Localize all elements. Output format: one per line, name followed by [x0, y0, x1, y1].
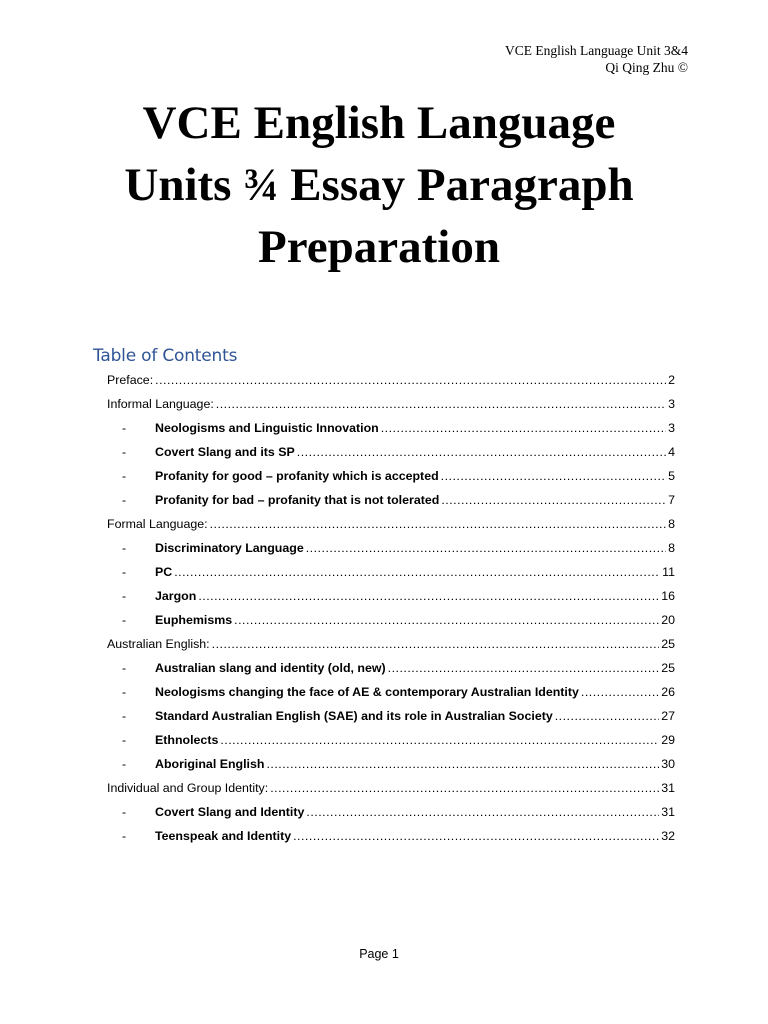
toc-leader-dots: [381, 420, 666, 436]
toc-bullet: -: [122, 613, 127, 627]
toc-page-number: 29: [661, 733, 675, 747]
toc-bullet: -: [122, 565, 127, 579]
toc-leader-dots: [388, 660, 660, 676]
toc-bullet: -: [122, 421, 127, 435]
header-course: VCE English Language Unit 3&4: [505, 43, 688, 58]
toc-entry[interactable]: [107, 516, 675, 540]
toc-entry-text: Aboriginal English: [155, 757, 265, 771]
title-line-2: Units ¾ Essay Paragraph: [124, 159, 634, 211]
toc-entry-text: Informal Language:: [107, 397, 214, 411]
toc-subentry[interactable]: [107, 804, 675, 828]
toc-page-number: 8: [668, 517, 675, 531]
toc-entry[interactable]: [107, 636, 675, 660]
toc-leader-dots: [441, 492, 666, 508]
toc-page-number: 3: [668, 421, 675, 435]
title-line-3: Preparation: [258, 221, 500, 273]
toc-entry-text: Australian slang and identity (old, new): [155, 661, 386, 675]
toc-entry-text: Australian English:: [107, 637, 210, 651]
toc-entry-text: Ethnolects: [155, 733, 219, 747]
toc-entry-text: Individual and Group Identity:: [107, 781, 269, 795]
toc-bullet: -: [122, 805, 127, 819]
toc-entry-text: Covert Slang and Identity: [155, 805, 305, 819]
toc-leader-dots: [270, 780, 659, 796]
toc-entry-text: PC: [155, 565, 173, 579]
toc-entry[interactable]: [107, 780, 675, 804]
toc-page-number: 25: [661, 661, 675, 675]
toc-bullet: -: [122, 445, 127, 459]
toc-entry-text: Teenspeak and Identity: [155, 829, 292, 843]
toc-subentry[interactable]: [107, 732, 675, 756]
toc-page-number: 30: [661, 757, 675, 771]
toc-subentry[interactable]: [107, 660, 675, 684]
toc-bullet: -: [122, 493, 127, 507]
toc-leader-dots: [297, 444, 666, 460]
toc-leader-dots: [293, 828, 659, 844]
table-of-contents: [107, 372, 675, 852]
toc-page-number: 26: [661, 685, 675, 699]
page-number: Page 1: [359, 947, 399, 961]
toc-page-number: 4: [668, 445, 675, 459]
title-line-1: VCE English Language: [142, 97, 616, 149]
toc-entry-text: Formal Language:: [107, 517, 208, 531]
toc-subentry[interactable]: [107, 588, 675, 612]
toc-leader-dots: [212, 636, 660, 652]
document-title: [50, 92, 708, 278]
toc-subentry[interactable]: [107, 828, 675, 852]
toc-page-number: 2: [668, 373, 675, 387]
toc-page-number: 32: [661, 829, 675, 843]
toc-entry[interactable]: [107, 372, 675, 396]
toc-leader-dots: [306, 804, 659, 820]
toc-leader-dots: [581, 684, 659, 700]
toc-leader-dots: [306, 540, 666, 556]
toc-page-number: 16: [661, 589, 675, 603]
toc-bullet: -: [122, 589, 127, 603]
toc-page-number: 20: [661, 613, 675, 627]
toc-page-number: 7: [668, 493, 675, 507]
toc-subentry[interactable]: [107, 468, 675, 492]
toc-page-number: 31: [661, 781, 675, 795]
toc-page-number: 25: [661, 637, 675, 651]
toc-leader-dots: [555, 708, 659, 724]
toc-leader-dots: [266, 756, 659, 772]
toc-page-number: 31: [661, 805, 675, 819]
toc-bullet: -: [122, 469, 127, 483]
toc-entry-text: Jargon: [155, 589, 197, 603]
toc-subentry[interactable]: [107, 684, 675, 708]
toc-entry-text: Covert Slang and its SP: [155, 445, 295, 459]
toc-entry-text: Discriminatory Language: [155, 541, 304, 555]
toc-subentry[interactable]: [107, 444, 675, 468]
toc-leader-dots: [441, 468, 666, 484]
toc-subentry[interactable]: [107, 492, 675, 516]
toc-leader-dots: [198, 588, 659, 604]
toc-bullet: -: [122, 541, 127, 555]
toc-subentry[interactable]: [107, 540, 675, 564]
toc-bullet: -: [122, 757, 127, 771]
toc-subentry[interactable]: [107, 612, 675, 636]
toc-entry-text: Neologisms and Linguistic Innovation: [155, 421, 379, 435]
toc-entry-text: Profanity for bad – profanity that is not tolerated: [155, 493, 440, 507]
toc-page-number: 27: [661, 709, 675, 723]
toc-leader-dots: [210, 516, 667, 532]
toc-heading: Table of Contents: [93, 346, 238, 366]
toc-page-number: 8: [668, 541, 675, 555]
toc-bullet: -: [122, 661, 127, 675]
header-author: Qi Qing Zhu ©: [605, 60, 688, 75]
toc-entry-text: Euphemisms: [155, 613, 233, 627]
toc-entry-text: Standard Australian English (SAE) and its role in Australian Society: [155, 709, 553, 723]
toc-bullet: -: [122, 709, 127, 723]
toc-entry-text: Preface:: [107, 373, 154, 387]
toc-entry[interactable]: [107, 396, 675, 420]
toc-leader-dots: [155, 372, 666, 388]
toc-leader-dots: [174, 564, 660, 580]
toc-page-number: 11: [662, 565, 675, 579]
toc-subentry[interactable]: [107, 564, 675, 588]
toc-leader-dots: [234, 612, 659, 628]
toc-bullet: -: [122, 829, 127, 843]
toc-leader-dots: [216, 396, 666, 412]
toc-entry-text: Profanity for good – profanity which is accepted: [155, 469, 439, 483]
toc-page-number: 3: [668, 397, 675, 411]
toc-subentry[interactable]: [107, 756, 675, 780]
toc-subentry[interactable]: [107, 708, 675, 732]
toc-bullet: -: [122, 733, 127, 747]
toc-page-number: 5: [668, 469, 675, 483]
toc-entry-text: Neologisms changing the face of AE & contemporary Australian Identity: [155, 685, 579, 699]
toc-bullet: -: [122, 685, 127, 699]
running-header: [505, 42, 688, 76]
toc-leader-dots: [220, 732, 659, 748]
toc-subentry[interactable]: [107, 420, 675, 444]
